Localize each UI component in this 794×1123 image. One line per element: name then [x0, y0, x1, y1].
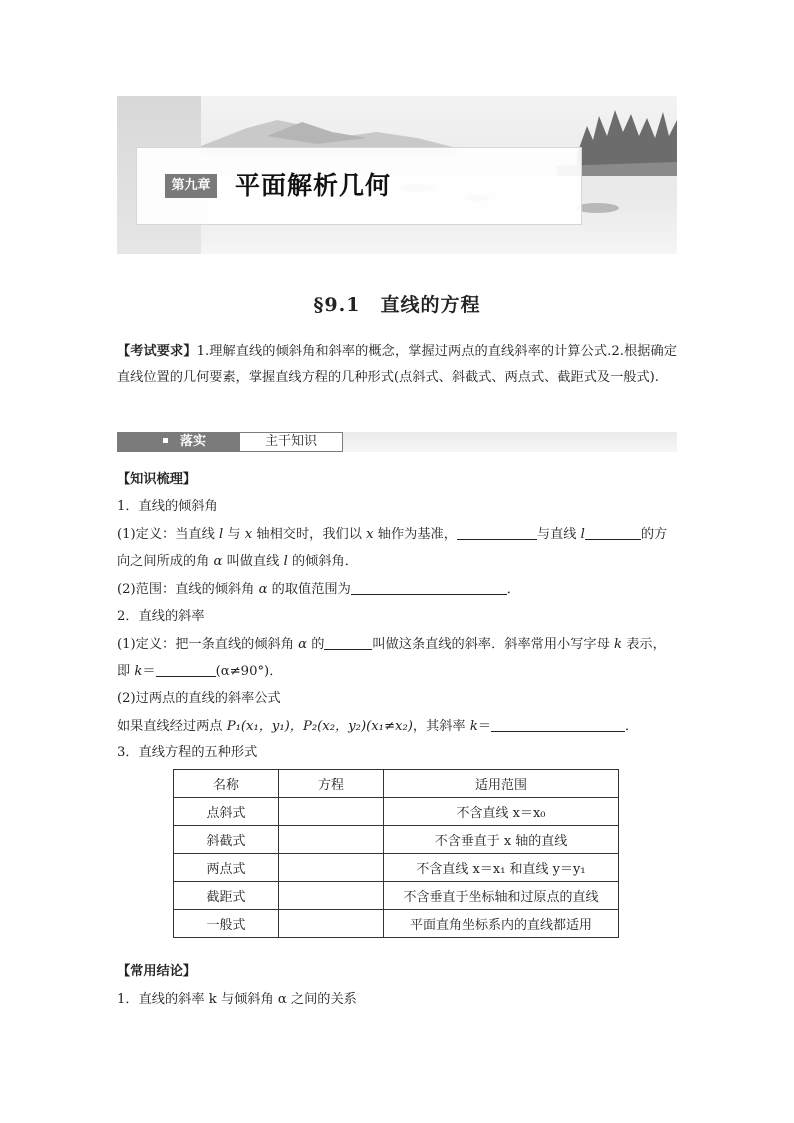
- header-name: 名称: [174, 770, 279, 798]
- text: 向之间所成的角: [117, 554, 214, 569]
- text: 如果直线经过两点: [117, 719, 227, 734]
- text: 即: [117, 664, 135, 679]
- requirements-text: 1.理解直线的倾斜角和斜率的概念，掌握过两点的直线斜率的计算公式.2.根据确定直线位置的几何要素，掌握直线方程的几种形式(点斜式、斜截式、两点式、截距式及一般式).: [117, 344, 678, 385]
- bar-light-tab: 主干知识: [239, 432, 343, 452]
- cell-name: 一般式: [174, 910, 279, 938]
- cell-name: 两点式: [174, 854, 279, 882]
- cell-equation[interactable]: [279, 882, 384, 910]
- item1-range: [117, 580, 677, 600]
- section-name: 直线的方程: [380, 294, 481, 316]
- text: 的方: [640, 527, 668, 542]
- var-l: l: [219, 527, 224, 542]
- chapter-card: [137, 148, 581, 224]
- table-row: [174, 826, 619, 854]
- item2-definition-line2: [117, 662, 677, 682]
- section-number: §9.1: [313, 294, 361, 316]
- table-row: [174, 882, 619, 910]
- cell-name: 斜截式: [174, 826, 279, 854]
- item3-title: 3．直线方程的五种形式: [117, 745, 258, 760]
- item1-definition-line1: [117, 525, 677, 545]
- points-notation: P₁(x₁，y₁)，P₂(x₂，y₂)(x₁≠x₂): [226, 719, 413, 734]
- table-row: [174, 910, 619, 938]
- text: ＝: [142, 664, 156, 679]
- cell-name: 截距式: [174, 882, 279, 910]
- exam-requirements: [117, 339, 677, 391]
- equation-forms-table: [173, 769, 619, 938]
- fill-blank[interactable]: [491, 717, 625, 732]
- table-row: [174, 854, 619, 882]
- item2-title: 2．直线的斜率: [117, 609, 205, 624]
- fill-blank[interactable]: [457, 525, 537, 540]
- text: ．: [625, 719, 639, 734]
- text: (1)定义：当直线: [117, 527, 219, 542]
- cell-equation[interactable]: [279, 798, 384, 826]
- var-alpha: α: [213, 554, 223, 569]
- text: 叫做这条直线的斜率．斜率常用小写字母: [372, 637, 614, 652]
- var-alpha: α: [258, 582, 268, 597]
- var-k: k: [469, 719, 478, 734]
- header-equation: 方程: [279, 770, 384, 798]
- knowledge-heading: 【知识梳理】: [117, 472, 197, 487]
- requirements-label: 【考试要求】: [117, 344, 197, 359]
- text: 的倾斜角．: [287, 554, 358, 569]
- section-title: [0, 290, 794, 317]
- text: 轴相交时，我们以: [252, 527, 367, 542]
- cell-scope: 不含垂直于坐标轴和过原点的直线: [384, 882, 619, 910]
- item2-formula-title: (2)过两点的直线的斜率公式: [117, 691, 281, 706]
- text: (2)范围：直线的倾斜角: [117, 582, 259, 597]
- text: (α≠90°)．: [215, 664, 283, 679]
- text: ．: [506, 582, 520, 597]
- chapter-tag: 第九章: [165, 174, 217, 198]
- var-alpha: α: [298, 637, 308, 652]
- chapter-banner: [117, 96, 677, 254]
- var-x: x: [366, 527, 374, 542]
- bar-dark-tab: [117, 432, 239, 452]
- fill-blank[interactable]: [351, 580, 507, 595]
- fill-blank[interactable]: [324, 635, 372, 650]
- text: 表示，: [622, 637, 666, 652]
- var-k: k: [614, 637, 622, 652]
- header-scope: 适用范围: [384, 770, 619, 798]
- var-k: k: [134, 664, 143, 679]
- item2-formula: [117, 717, 677, 737]
- var-l: l: [283, 554, 288, 569]
- square-icon: [163, 438, 168, 443]
- cell-name: 点斜式: [174, 798, 279, 826]
- text: 叫做直线: [222, 554, 284, 569]
- cell-scope: 不含直线 x＝x₀: [384, 798, 619, 826]
- cell-scope: 不含垂直于 x 轴的直线: [384, 826, 619, 854]
- cell-equation[interactable]: [279, 826, 384, 854]
- conclusions-heading: 【常用结论】: [117, 964, 197, 979]
- fill-blank[interactable]: [585, 525, 641, 540]
- bar-dark-label: 落实: [180, 434, 207, 449]
- item1-definition-line2: [117, 552, 677, 572]
- section-bar: [117, 432, 677, 452]
- text: ，其斜率: [412, 719, 470, 734]
- cell-scope: 不含直线 x＝x₁ 和直线 y＝y₁: [384, 854, 619, 882]
- cell-scope: 平面直角坐标系内的直线都适用: [384, 910, 619, 938]
- fill-blank[interactable]: [156, 662, 216, 677]
- var-l: l: [580, 527, 585, 542]
- conclusion-item1: 1．直线的斜率 k 与倾斜角 α 之间的关系: [117, 992, 357, 1007]
- text: 与: [223, 527, 245, 542]
- table-header-row: [174, 770, 619, 798]
- item2-definition-line1: [117, 635, 677, 655]
- cell-equation[interactable]: [279, 910, 384, 938]
- item1-title: 1．直线的倾斜角: [117, 499, 218, 514]
- cell-equation[interactable]: [279, 854, 384, 882]
- text: 轴作为基准，: [373, 527, 457, 542]
- text: 的: [307, 637, 325, 652]
- var-x: x: [244, 527, 253, 542]
- text: 的取值范围为: [267, 582, 351, 597]
- text: ＝: [477, 719, 492, 734]
- chapter-title: 平面解析几何: [235, 171, 392, 200]
- text: (1)定义：把一条直线的倾斜角: [117, 637, 299, 652]
- text: 与直线: [536, 527, 581, 542]
- table-row: [174, 798, 619, 826]
